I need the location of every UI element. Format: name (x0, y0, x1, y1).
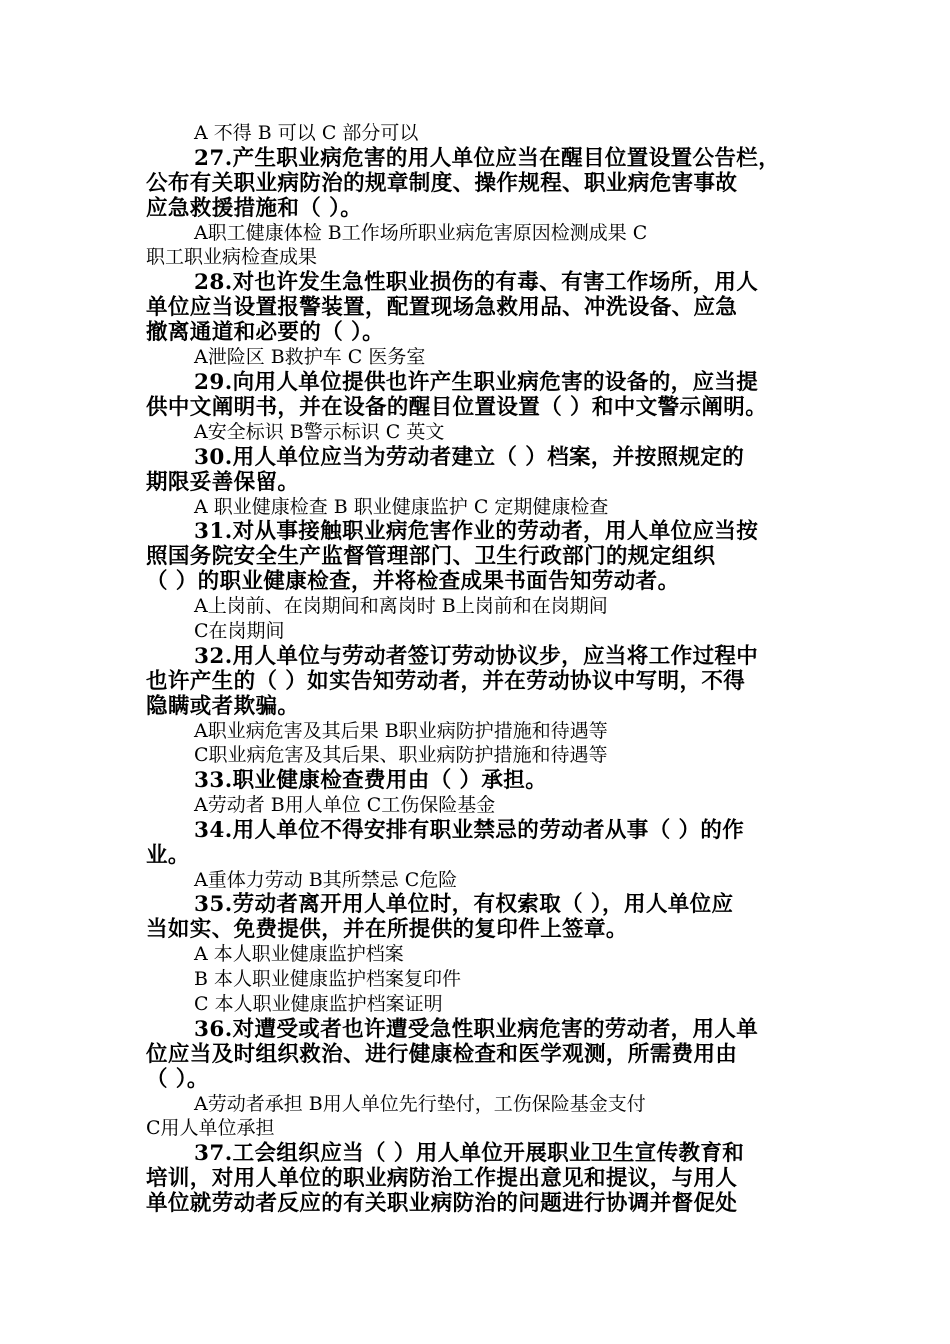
question-text-line: 期限妥善保留。 (146, 469, 300, 495)
answer-options-line: A重体力劳动 B其所禁忌 C危险 (194, 868, 458, 891)
answer-options-line: C用人单位承担 (146, 1117, 275, 1140)
question-text-line: 28.对也许发生急性职业损伤的有毒、有害工作场所，用人 (194, 270, 759, 296)
answer-options-line: A上岗前、在岗期间和离岗时 B上岗前和在岗期间 (194, 595, 608, 618)
question-text-line: （ ）的职业健康检查，并将检查成果书面告知劳动者。 (146, 569, 680, 595)
question-text-line: 29.向用人单位提供也许产生职业病危害的设备的，应当提 (194, 369, 759, 395)
question-text-line: 撤离通道和必要的（ ）。 (146, 320, 385, 346)
question-text-line: 31.对从事接触职业病危害作业的劳动者，用人单位应当按 (194, 519, 759, 545)
answer-options-line: B 本人职业健康监护档案复印件 (194, 968, 462, 991)
question-text-line: 36.对遭受或者也许遭受急性职业病危害的劳动者，用人单 (194, 1016, 759, 1042)
answer-options-line: A 职业健康检查 B 职业健康监护 C 定期健康检查 (194, 495, 609, 518)
question-text-line: 应急救援措施和（ ）。 (146, 195, 363, 221)
answer-options-line: A安全标识 B警示标识 C 英文 (194, 420, 445, 443)
question-text-line: 当如实、免费提供，并在所提供的复印件上签章。 (146, 917, 628, 943)
answer-options-line: A劳动者承担 B用人单位先行垫付，工伤保险基金支付 (194, 1092, 646, 1115)
question-text-line: 34.用人单位不得安排有职业禁忌的劳动者从事（ ）的作 (194, 817, 745, 843)
document-page (146, 121, 810, 1216)
question-text-line: 单位应当设置报警装置，配置现场急救用品、冲洗设备、应急 (146, 295, 738, 321)
question-text-line: 单位就劳动者反应的有关职业病防治的问题进行协调并督促处 (146, 1190, 738, 1216)
question-text-line: 35.劳动者离开用人单位时，有权索取（ ），用人单位应 (194, 892, 734, 918)
answer-options-line: 职工职业病检查成果 (146, 246, 318, 269)
answer-options-line: A职工健康体检 B工作场所职业病危害原因检测成果 C (194, 221, 648, 244)
question-text-line: 也许产生的（ ）如实告知劳动者，并在劳动协议中写明，不得 (146, 668, 746, 694)
question-text-line: 业。 (146, 842, 190, 868)
answer-options-line: C 本人职业健康监护档案证明 (194, 992, 443, 1015)
question-text-line: 27.产生职业病危害的用人单位应当在醒目位置设置公告栏， (194, 145, 781, 171)
question-text-line: 33.职业健康检查费用由（ ）承担。 (194, 768, 548, 794)
answer-options-line: C职业病危害及其后果、职业病防护措施和待遇等 (194, 744, 608, 767)
answer-options-line: A 本人职业健康监护档案 (194, 943, 404, 966)
answer-options-line: A劳动者 B用人单位 C工伤保险基金 (194, 794, 496, 817)
question-text-line: 培训，对用人单位的职业病防治工作提出意见和提议，与用人 (146, 1165, 738, 1191)
answer-options-line: A职业病危害及其后果 B职业病防护措施和待遇等 (194, 719, 608, 742)
question-text-line: （ ）。 (146, 1066, 209, 1092)
question-text-line: 供中文阐明书，并在设备的醒目位置设置（ ）和中文警示阐明。 (146, 394, 768, 420)
question-text-line: 32.用人单位与劳动者签订劳动协议步，应当将工作过程中 (194, 643, 759, 669)
question-text-line: 30.用人单位应当为劳动者建立（ ）档案，并按照规定的 (194, 444, 745, 470)
answer-options-line: A 不得 B 可以 C 部分可以 (194, 122, 419, 144)
question-text-line: 位应当及时组织救治、进行健康检查和医学观测，所需费用由 (146, 1041, 738, 1067)
answer-options-line: C在岗期间 (194, 619, 285, 642)
answer-options-line: A泄险区 B救护车 C 医务室 (194, 346, 426, 369)
question-text-line: 公布有关职业病防治的规章制度、操作规程、职业病危害事故 (146, 170, 738, 196)
question-text-line: 隐瞒或者欺骗。 (146, 693, 300, 719)
question-text-line: 照国务院安全生产监督管理部门、卫生行政部门的规定组织 (146, 544, 716, 570)
question-text-line: 37.工会组织应当（ ）用人单位开展职业卫生宣传教育和 (194, 1140, 745, 1166)
